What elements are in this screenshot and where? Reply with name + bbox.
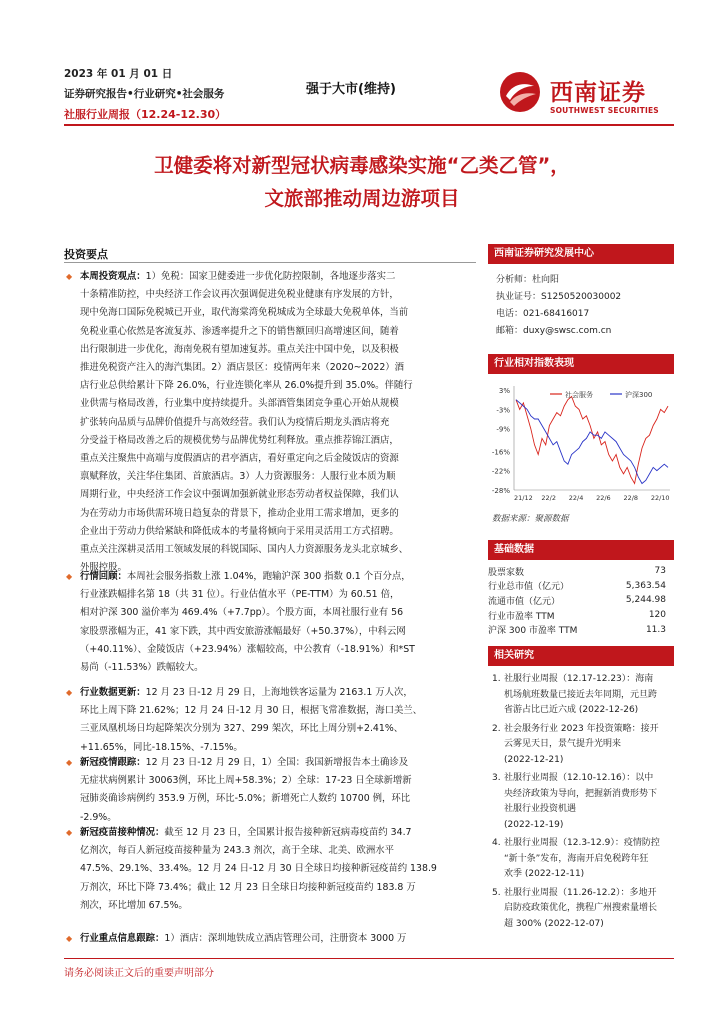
related-research-line: 社会服务行业 2023 年投资策略：接开 [504,723,659,734]
paragraph-line: +11.65%，同比-18.15%、-7.15%。 [80,741,243,753]
paragraph-market-review [66,568,474,677]
paragraph-vaccination [66,824,474,915]
related-research-line: 央经济政策为导向，把握新消费形势下 [504,788,658,799]
paragraph-line: 行业数据更新：12 月 23 日-12 月 29 日，上海地铁客运量为 2163.1 万人次， [80,687,413,698]
paragraph-line: 家股票涨幅为正，41 家下跌，其中西安旅游涨幅最好（+50.37%），中科云网 [80,625,406,637]
analyst-email[interactable]: 邮箱：duxy@swsc.com.cn [496,326,612,336]
report-title-line2: 文旅部推动周边游项目 [264,187,460,210]
basic-data-label: 沪深 300 市盈率 TTM [488,626,578,637]
y-tick-label: -16% [491,448,510,457]
x-tick-label: 22/2 [541,494,556,502]
related-research-line: 超 300% (2022-12-07) [504,918,604,929]
basic-data-label: 流通市值（亿元） [488,596,561,607]
paragraph-lead: 行业重点信息跟踪： [80,933,165,944]
y-tick-label: -28% [491,487,510,495]
paragraph-line: 本周投资观点：1）免税：国家卫健委进一步优化防控限制，各地逐步落实二 [80,271,396,282]
paragraph-line: 万剂次，环比下降 73.4%；截止 12 月 23 日全球日均接种新冠疫苗约 183.8 万 [80,881,416,893]
paragraph-lead: 本周投资观点： [80,271,146,282]
basic-data-row [488,622,674,637]
paragraph-line: 相对沪深 300 溢价率为 469.4%（+7.7pp）。个股方面，本周社服行业有 56 [80,607,404,619]
report-weekly-label: 社服行业周报（12.24-12.30） [64,108,227,121]
paragraph-lead: 行情回顾： [80,571,127,582]
related-research-item[interactable] [492,722,674,769]
paragraph-line: 业供需与格局改善，行业集中度持续提升。头部酒管集团竞争重心开始从规模 [80,398,399,410]
paragraph-line: -2.9%。 [80,811,117,823]
basic-data-value: 5,363.54 [625,580,666,591]
related-research-line: 社服行业周报（11.26-12.2）：多地开 [504,887,657,898]
paragraph-investment-view [66,268,474,577]
related-research-number: 4. [492,838,501,848]
related-research-header: 相关研究 [488,646,674,666]
related-research-line: 欢季 (2022-12-11) [504,869,585,879]
report-date: 2023 年 01 月 01 日 [64,68,173,80]
paragraph-key-info [66,930,474,948]
paragraph-lead: 新冠疫情跟踪： [80,757,146,768]
paragraph-line: 新冠疫情跟踪：12 月 23 日-12 月 29 日，1）全国：我国新增报告本土确诊及 [80,757,409,768]
basic-data-value: 11.3 [645,624,666,635]
bullet-icon: ◆ [66,572,73,581]
bullet-icon: ◆ [66,828,73,837]
basic-data-header: 基础数据 [488,540,674,560]
legend-label: 沪深300 [625,391,653,399]
paragraph-line: 易尚（-11.53%）跌幅较大。 [80,662,204,674]
related-research-line: (2022-12-19) [504,819,564,830]
related-research-line: “新十条”发布，海南开启免税跨年狂 [504,853,649,864]
related-research-number: 2. [492,723,501,734]
basic-data-table [488,564,674,637]
logo-text-cn: 西南证券 [550,79,646,106]
x-tick-label: 22/10 [650,494,670,502]
analyst-box-header: 西南证券研究发展中心 [488,244,674,264]
header-divider [64,124,674,126]
paragraph-line: 行业涨跌幅排名第 18（共 31 位）。行业估值水平（PE-TTM）为 60.51 倍， [80,589,400,601]
basic-data-value: 5,244.98 [625,595,666,606]
paragraph-lead: 行业数据更新： [80,687,146,698]
paragraph-line: （+40.11%）、金陵饭店（+23.94%）涨幅较高，中公教育（-18.91%）和*ST [80,643,415,655]
paragraph-line: 重点关注深耕灵活用工领域发展的科锐国际、国内人力资源服务龙头北京城乡、 [80,544,409,556]
x-tick-label: 21/12 [514,494,533,502]
related-research-line: 社服行业周报（12.17-12.23）：海南 [504,674,654,684]
legend-label: 社会服务 [565,391,593,399]
paragraph-line: 推进免税资产注入的海汽集团。2）酒店景区：疫情两年来（2020~2022）酒 [80,362,405,374]
report-category: 证券研究报告•行业研究•社会服务 [64,88,225,100]
y-tick-label: -9% [496,425,510,434]
related-research-number: 1. [492,674,501,684]
paragraph-line: 冠肺炎确诊病例约 353.9 万例，环比-5.0%；新增死亡人数约 10700 例，环比 [80,793,411,805]
footer-divider [64,958,674,959]
section-divider [64,262,476,263]
paragraph-line: 剂次，环比增加 67.5%。 [80,899,188,911]
relative-index-chart [488,378,674,508]
analyst-phone: 电话：021-68416017 [496,309,590,319]
paragraph-line: 行业重点信息跟踪：1）酒店：深圳地铁成立酒店管理公司，注册资本 3000 万 [80,933,407,944]
paragraph-line: 禀赋释放，关注华住集团、首旅酒店。3）人力资源服务：人服行业本质为顺 [80,471,396,483]
y-tick-label: -22% [491,467,510,476]
paragraph-line: 新冠疫苗接种情况：截至 12 月 23 日，全国累计报告接种新冠病毒疫苗约 34.7 [80,827,412,838]
chart-box-header: 行业相对指数表现 [488,354,674,374]
basic-data-label: 行业总市值（亿元） [488,582,570,593]
basic-data-value: 120 [648,610,666,621]
related-research-number: 5. [492,887,501,898]
paragraph-line: 环比上周下降 21.62%；12 月 24 日-12 月 30 日，根据飞常准数据，海口美兰、 [80,705,423,717]
related-research-line: 机场航班数量已接近去年同期，元旦跨 [504,689,658,700]
related-research-item[interactable] [492,771,674,833]
basic-data-row [488,579,674,594]
paragraph-line: 亿剂次，每百人新冠疫苗接种量为 243.3 剂次，高于全球、北美、欧洲水平 [80,845,395,857]
paragraph-line: 十条精准防控，中央经济工作会议再次强调促进免税业健康有序发展的方针， [80,289,399,301]
paragraph-lead: 新冠疫苗接种情况： [80,827,165,838]
paragraph-line: 出行限制进一步优化，海南免税有望加速复苏。重点关注中国中免，以及积极 [80,343,399,355]
related-research-line: 社服行业周报（12.10-12.16）：以中 [504,773,654,783]
bullet-icon: ◆ [66,272,73,281]
paragraph-line: 47.5%、29.1%、33.4%。12 月 24 日-12 月 30 日全球日均接种新冠疫苗约 138.9 [80,863,437,875]
paragraph-line: 免税业重心依然是客流复苏、渗透率提升之下的销售额回归高增速区间，随着 [80,325,399,337]
paragraph-line: 扩张转向品质与品牌价值提升与高效经营。我们认为疫情后期龙头酒店将充 [80,416,390,428]
paragraph-line: 三亚凤凰机场日均起降架次分别为 327、299 架次，环比上周分别+2.41%、 [80,723,404,735]
logo-mark-icon [498,70,542,114]
bullet-icon: ◆ [66,934,73,943]
chart-source-note: 数据来源：聚源数据 [492,514,569,524]
analyst-name: 分析师：杜向阳 [496,275,560,285]
basic-data-value: 73 [654,566,666,577]
related-research-line: 省游占比已近六成 (2022-12-26) [504,705,639,715]
basic-data-row [488,608,674,623]
related-research-item[interactable] [492,886,674,933]
related-research-line: 云雾见天日，景气提升光明来 [504,739,622,749]
paragraph-line: 为在劳动力市场供需环境日趋复杂的背景下，推动企业用工需求增加，更多的 [80,507,399,519]
y-tick-label: -3% [496,406,510,415]
basic-data-label: 股票家数 [488,567,525,578]
related-research-line: 社服行业周报（12.3-12.9）：疫情防控 [504,838,660,848]
series-line-social-service [516,397,668,484]
analyst-license: 执业证号：S1250520030002 [496,292,622,302]
basic-data-row [488,564,674,579]
paragraph-line: 重点关注聚焦中高端与度假酒店的君亭酒店，看好重定向之后金陵饭店的资源 [80,453,399,465]
logo-text-en: SOUTHWEST SECURITIES [550,106,659,115]
related-research-item[interactable] [492,672,674,719]
report-title-line1: 卫健委将对新型冠状病毒感染实施“乙类乙管”， [154,154,570,177]
x-tick-label: 22/4 [568,494,584,502]
related-research-line: 社服行业投资机遇 [504,804,577,814]
company-logo [484,64,684,120]
paragraph-line: 企业出于劳动力供给紧缺和降低成本的考量将倾向于采用灵活用工方式招聘。 [80,525,399,537]
bullet-icon: ◆ [66,688,73,697]
related-research-line: 启防疫政策优化，携程广州搜索量增长 [504,903,658,913]
paragraph-line: 外服控股。 [80,562,127,574]
y-tick-label: 3% [498,387,510,395]
related-research-number: 3. [492,773,501,783]
related-research-line: (2022-12-21) [504,754,564,765]
paragraph-industry-data [66,684,474,757]
chart-box [488,354,674,524]
basic-data-row [488,593,674,608]
section-title: 投资要点 [64,248,108,261]
x-tick-label: 22/6 [596,494,611,502]
x-tick-label: 22/8 [623,494,639,502]
bullet-icon: ◆ [66,758,73,767]
related-research-box [488,646,674,935]
paragraph-line: 周期行业，中央经济工作会议中强调加强新就业形态劳动者权益保障，我们认 [80,489,399,501]
paragraph-line: 行情回顾：本周社会服务指数上涨 1.04%，跑输沪深 300 指数 0.1 个百分点， [80,571,411,582]
paragraph-line: 分受益于格局改善之后的规模优势与品牌优势红利释放。重点推荐锦江酒店， [80,434,399,446]
paragraph-line: 现中免海口国际免税城已开业，取代海棠湾免税城成为全球最大免税单体，当前 [80,307,409,319]
basic-data-box [488,540,674,637]
paragraph-line: 店行业总供给累计下降 26.0%，行业连锁化率从 26.0%提升到 35.0%。伴随行 [80,380,413,392]
analyst-box [488,244,674,340]
paragraph-line: 无症状病例累计 30063例，环比上周+58.3%；2）全球：17-23 日全球新增新 [80,775,412,787]
paragraph-covid-tracking [66,754,474,827]
basic-data-label: 行业市盈率 TTM [488,611,555,622]
disclaimer[interactable]: 请务必阅读正文后的重要声明部分 [64,968,214,979]
series-line-hs300 [516,400,668,484]
rating: 强于大市(维持) [306,82,396,97]
related-research-item[interactable] [492,836,674,883]
